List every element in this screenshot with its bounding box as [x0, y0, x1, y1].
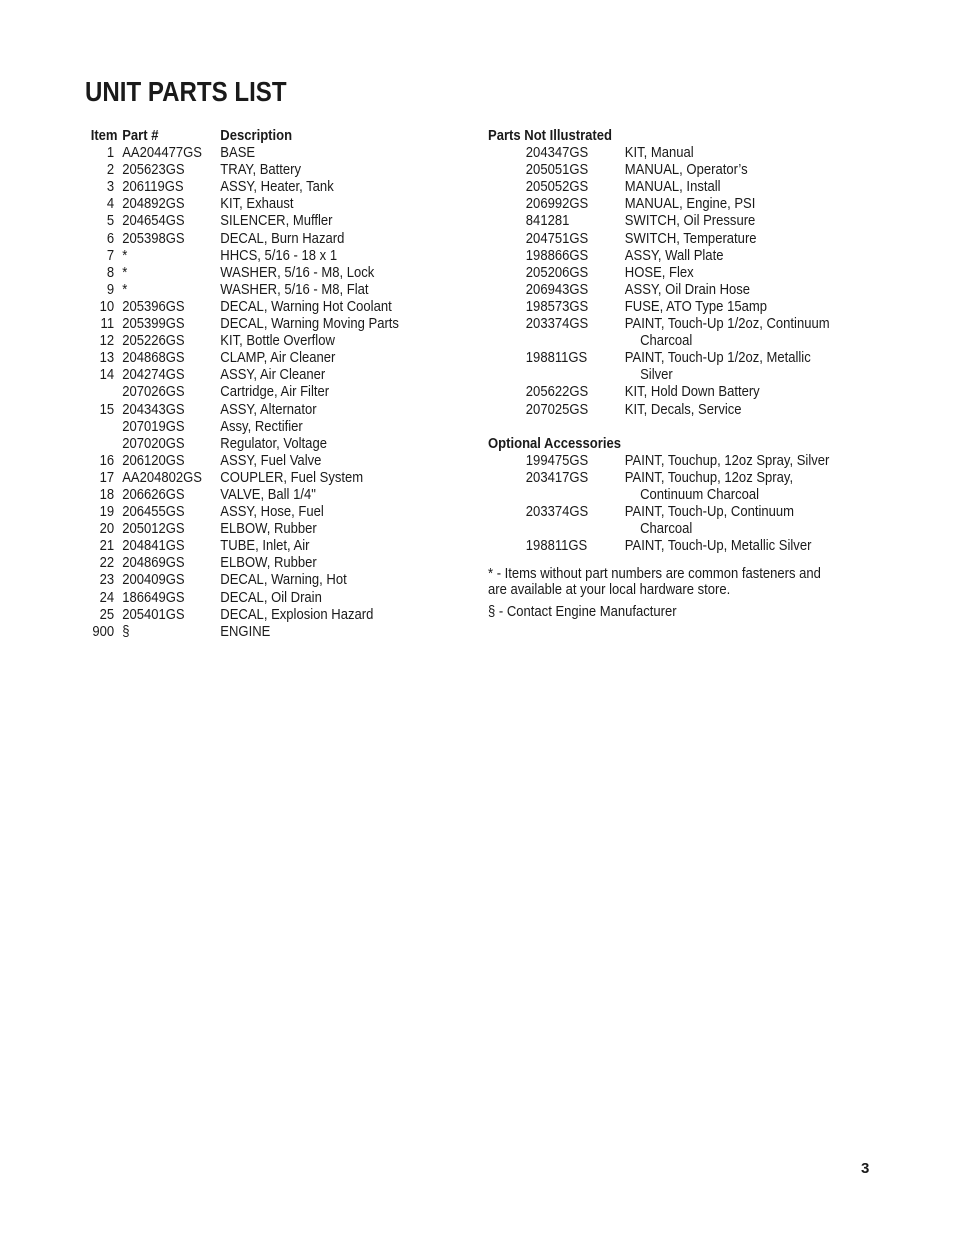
item-number: 2: [106, 162, 115, 179]
parts-table: [88, 128, 430, 641]
parts-table-body: [88, 145, 430, 641]
list-item: [488, 145, 839, 162]
item-number: 3: [106, 179, 115, 196]
table-row: [88, 521, 430, 538]
part-number: 207019GS: [122, 418, 185, 435]
not-illustrated-title: Parts Not Illustrated: [488, 128, 613, 144]
part-description: Assy, Rectifier: [220, 418, 303, 435]
item-number: 17: [99, 469, 115, 486]
table-row: [88, 453, 430, 470]
part-number: 204841GS: [122, 538, 185, 555]
item-number: 9: [106, 281, 115, 298]
part-description-continued: Charcoal: [640, 521, 693, 538]
list-item: [488, 299, 839, 316]
table-row: [88, 367, 430, 384]
part-number: 203374GS: [525, 503, 589, 520]
part-description: SWITCH, Oil Pressure: [624, 213, 756, 230]
item-number: 8: [106, 264, 115, 281]
part-description: ASSY, Air Cleaner: [220, 367, 326, 384]
list-item: [488, 179, 839, 196]
header-description: Description: [220, 128, 293, 144]
item-number: 15: [99, 401, 115, 418]
part-description: MANUAL, Operator’s: [624, 162, 748, 179]
part-description: KIT, Decals, Service: [624, 401, 742, 418]
part-number: 205396GS: [122, 298, 185, 315]
item-number: 4: [106, 196, 115, 213]
part-description: DECAL, Warning Hot Coolant: [220, 298, 392, 315]
part-description: WASHER, 5/16 - M8, Lock: [220, 264, 375, 281]
parts-table-header: [88, 128, 430, 145]
table-row: [88, 572, 430, 589]
part-number: 207026GS: [122, 384, 185, 401]
part-description: ASSY, Wall Plate: [624, 247, 724, 264]
part-description: DECAL, Warning, Hot: [220, 572, 347, 589]
table-row: [88, 384, 430, 401]
item-number: 7: [106, 247, 115, 264]
table-row: [88, 555, 430, 572]
part-number: 203417GS: [525, 469, 589, 486]
part-number: AA204477GS: [122, 145, 203, 162]
list-item: [488, 402, 839, 419]
part-description: KIT, Hold Down Battery: [624, 384, 760, 401]
item-number: 22: [99, 555, 115, 572]
part-number: 199475GS: [525, 452, 589, 469]
part-number: 204869GS: [122, 555, 185, 572]
list-item: [488, 248, 839, 265]
list-item: [488, 453, 839, 470]
table-row: [88, 316, 430, 333]
part-description: Regulator, Voltage: [220, 435, 327, 452]
header-item: Item: [90, 128, 118, 144]
list-item: [488, 384, 839, 401]
part-description: PAINT, Touch-Up 1/2oz, Metallic: [624, 350, 811, 367]
list-item: [488, 470, 839, 487]
part-number: 205012GS: [122, 521, 185, 538]
part-number: 204347GS: [525, 145, 589, 162]
part-description: ASSY, Heater, Tank: [220, 179, 334, 196]
part-number: 198573GS: [525, 298, 589, 315]
part-number: 206455GS: [122, 504, 185, 521]
part-description: TRAY, Battery: [220, 162, 302, 179]
part-number: 206120GS: [122, 452, 185, 469]
table-row: [88, 504, 430, 521]
item-number: 1: [106, 145, 115, 162]
part-number: 206992GS: [525, 196, 589, 213]
item-number: 14: [99, 367, 115, 384]
part-number: 205401GS: [122, 606, 185, 623]
part-number: 204751GS: [525, 230, 589, 247]
part-number: 841281: [525, 213, 570, 230]
part-description: ASSY, Oil Drain Hose: [624, 281, 751, 298]
part-number: §: [122, 623, 130, 640]
part-number: 205051GS: [525, 162, 589, 179]
part-number: 205052GS: [525, 179, 589, 196]
part-description-continued: Continuum Charcoal: [640, 486, 760, 503]
item-number: 10: [99, 298, 115, 315]
accessories-title: Optional Accessories: [488, 435, 621, 452]
part-number: 198811GS: [525, 538, 588, 555]
part-description: ELBOW, Rubber: [220, 555, 317, 572]
asterisk-note: * - Items without part numbers are common fasteners and are available at your local hardware store.: [488, 566, 821, 599]
part-number: 207025GS: [525, 401, 589, 418]
list-item: [488, 213, 839, 230]
table-row: [88, 402, 430, 419]
part-number: 204892GS: [122, 196, 185, 213]
table-row: [88, 248, 430, 265]
item-number: 25: [99, 606, 115, 623]
table-row: [88, 436, 430, 453]
part-description-continued: Charcoal: [640, 333, 693, 350]
list-item: [488, 504, 839, 521]
part-number: 205622GS: [525, 384, 589, 401]
table-row: [88, 590, 430, 607]
table-row: [88, 538, 430, 555]
part-description: VALVE, Ball 1/4": [220, 486, 316, 503]
part-number: 204654GS: [122, 213, 185, 230]
part-number: 203374GS: [525, 316, 589, 333]
part-description: SILENCER, Muffler: [220, 213, 333, 230]
table-row: [88, 179, 430, 196]
part-number: 205226GS: [122, 333, 185, 350]
list-item-continuation: [488, 487, 839, 504]
list-item-continuation: [488, 367, 839, 384]
part-description: MANUAL, Engine, PSI: [624, 196, 756, 213]
item-number: 19: [99, 504, 115, 521]
part-description: BASE: [220, 145, 256, 162]
list-item: [488, 162, 839, 179]
section-note: § - Contact Engine Manufacturer: [488, 604, 677, 621]
part-description: DECAL, Burn Hazard: [220, 230, 345, 247]
part-number: 186649GS: [122, 589, 185, 606]
item-number: 12: [99, 333, 115, 350]
item-number: 21: [99, 538, 115, 555]
table-row: [88, 145, 430, 162]
part-description: KIT, Exhaust: [220, 196, 294, 213]
list-item: [488, 350, 839, 367]
table-row: [88, 487, 430, 504]
part-number: 206626GS: [122, 486, 185, 503]
part-description: FUSE, ATO Type 15amp: [624, 298, 767, 315]
item-number: 16: [99, 452, 115, 469]
table-row: [88, 419, 430, 436]
part-number: 206119GS: [122, 179, 184, 196]
part-description: PAINT, Touch-Up, Continuum: [624, 503, 795, 520]
part-number: 206943GS: [525, 281, 589, 298]
item-number: 18: [99, 486, 115, 503]
part-number: 205623GS: [122, 162, 185, 179]
part-description: PAINT, Touch-Up, Metallic Silver: [624, 538, 812, 555]
item-number: 23: [99, 572, 115, 589]
part-description: ASSY, Alternator: [220, 401, 317, 418]
part-number: 198811GS: [525, 350, 588, 367]
table-row: [88, 265, 430, 282]
part-description: ASSY, Hose, Fuel: [220, 504, 324, 521]
part-description: Cartridge, Air Filter: [220, 384, 330, 401]
table-row: [88, 162, 430, 179]
item-number: 13: [99, 350, 115, 367]
part-description: WASHER, 5/16 - M8, Flat: [220, 281, 369, 298]
part-description: KIT, Bottle Overflow: [220, 333, 335, 350]
table-row: [88, 607, 430, 624]
list-item: [488, 316, 839, 333]
part-description: DECAL, Oil Drain: [220, 589, 322, 606]
table-row: [88, 282, 430, 299]
table-row: [88, 350, 430, 367]
page-number: 3: [861, 1160, 870, 1177]
table-row: [88, 196, 430, 213]
part-description: COUPLER, Fuel System: [220, 469, 364, 486]
table-row: [88, 470, 430, 487]
part-description: DECAL, Warning Moving Parts: [220, 316, 399, 333]
part-description: ENGINE: [220, 623, 271, 640]
part-number: 207020GS: [122, 435, 185, 452]
item-number: 6: [106, 230, 115, 247]
list-item: [488, 538, 839, 555]
part-number: 204868GS: [122, 350, 185, 367]
table-row: [88, 333, 430, 350]
part-number: *: [122, 281, 128, 298]
part-number: 205399GS: [122, 316, 185, 333]
part-description: PAINT, Touchup, 12oz Spray,: [624, 469, 794, 486]
table-row: [88, 624, 430, 641]
part-number: 200409GS: [122, 572, 185, 589]
supplementary-lists: [488, 128, 839, 620]
part-number: 205206GS: [525, 264, 589, 281]
part-number: *: [122, 247, 128, 264]
part-description-continued: Silver: [640, 367, 673, 384]
item-number: 900: [92, 623, 115, 640]
list-item: [488, 265, 839, 282]
table-row: [88, 213, 430, 230]
part-number: 204343GS: [122, 401, 185, 418]
accessories-list: [488, 453, 839, 556]
item-number: 20: [99, 521, 115, 538]
list-item: [488, 231, 839, 248]
item-number: 5: [106, 213, 115, 230]
part-description: MANUAL, Install: [624, 179, 721, 196]
part-number: 205398GS: [122, 230, 185, 247]
part-number: 204274GS: [122, 367, 185, 384]
part-description: ELBOW, Rubber: [220, 521, 317, 538]
header-part-number: Part #: [122, 128, 159, 144]
item-number: 11: [100, 316, 115, 333]
part-number: 198866GS: [525, 247, 589, 264]
part-description: PAINT, Touchup, 12oz Spray, Silver: [624, 452, 830, 469]
part-description: ASSY, Fuel Valve: [220, 452, 322, 469]
part-description: SWITCH, Temperature: [624, 230, 757, 247]
part-description: DECAL, Explosion Hazard: [220, 606, 374, 623]
part-number: AA204802GS: [122, 469, 203, 486]
part-number: *: [122, 264, 128, 281]
list-item: [488, 196, 839, 213]
list-item: [488, 282, 839, 299]
item-number: 24: [99, 589, 115, 606]
page-title: UNIT PARTS LIST: [85, 76, 287, 107]
table-row: [88, 299, 430, 316]
table-row: [88, 231, 430, 248]
list-item-continuation: [488, 333, 839, 350]
part-description: HOSE, Flex: [624, 264, 694, 281]
part-description: HHCS, 5/16 - 18 x 1: [220, 247, 338, 264]
part-description: TUBE, Inlet, Air: [220, 538, 310, 555]
list-item-continuation: [488, 521, 839, 538]
not-illustrated-list: [488, 145, 839, 419]
part-description: KIT, Manual: [624, 145, 694, 162]
part-description: CLAMP, Air Cleaner: [220, 350, 336, 367]
part-description: PAINT, Touch-Up 1/2oz, Continuum: [624, 316, 830, 333]
